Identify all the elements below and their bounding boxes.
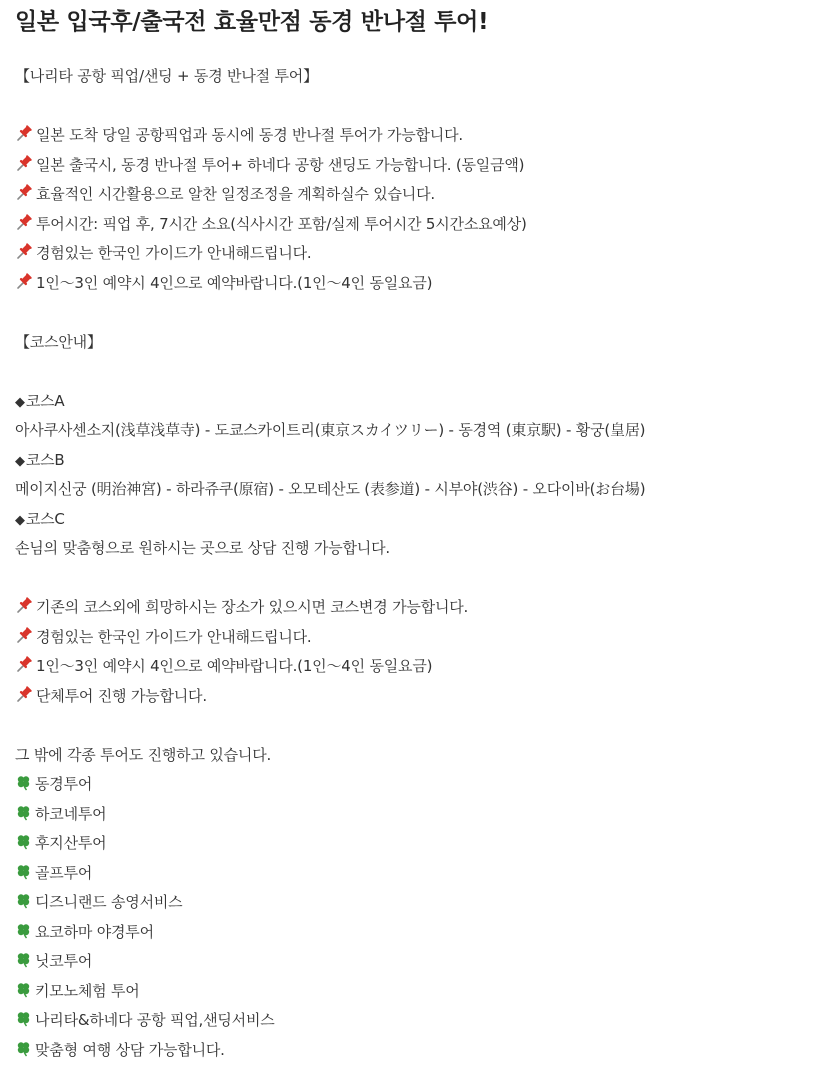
pushpin-icon: [15, 273, 32, 290]
pushpin-icon: [15, 627, 32, 644]
pickup-info-list: [15, 121, 835, 298]
course-title: ◆코스B: [15, 446, 835, 476]
diamond-icon: ◆: [15, 394, 25, 410]
pushpin-icon: [15, 243, 32, 260]
four-leaf-clover-icon: [15, 863, 32, 880]
pushpin-icon: [15, 125, 32, 142]
list-item: 경험있는 한국인 가이드가 안내해드립니다.: [15, 239, 835, 269]
list-item: 요코하마 야경투어: [15, 918, 835, 948]
list-item: 경험있는 한국인 가이드가 안내해드립니다.: [15, 623, 835, 653]
list-item: 단체투어 진행 가능합니다.: [15, 682, 835, 712]
pushpin-icon: [15, 184, 32, 201]
four-leaf-clover-icon: [15, 951, 32, 968]
list-item: 기존의 코스외에 희망하시는 장소가 있으시면 코스변경 가능합니다.: [15, 593, 835, 623]
list-item: 하코네투어: [15, 800, 835, 830]
four-leaf-clover-icon: [15, 774, 32, 791]
four-leaf-clover-icon: [15, 981, 32, 998]
four-leaf-clover-icon: [15, 892, 32, 909]
list-item: 맞춤형 여행 상담 가능합니다.: [15, 1036, 835, 1066]
course-title: ◆코스A: [15, 387, 835, 417]
section-header-course: 【코스안내】: [15, 332, 102, 351]
list-item: 닛코투어: [15, 947, 835, 977]
list-item: 일본 출국시, 동경 반나절 투어+ 하네다 공항 샌딩도 가능합니다. (동일금액): [15, 151, 835, 181]
list-item: 나리타&하네다 공항 픽업,샌딩서비스: [15, 1006, 835, 1036]
list-item: 1인～3인 예약시 4인으로 예약바랍니다.(1인～4인 동일요금): [15, 269, 835, 299]
course-route: 손님의 맞춤형으로 원하시는 곳으로 상담 진행 가능합니다.: [15, 539, 390, 557]
section-header-pickup: 【나리타 공항 픽업/샌딩 + 동경 반나절 투어】: [15, 67, 318, 85]
course-list: [15, 387, 835, 564]
four-leaf-clover-icon: [15, 1040, 32, 1057]
pushpin-icon: [15, 214, 32, 231]
list-item: 효율적인 시간활용으로 알찬 일정조정을 계획하실수 있습니다.: [15, 180, 835, 210]
diamond-icon: ◆: [15, 453, 25, 469]
course-route: 아사쿠사센소지(浅草浅草寺) - 도쿄스카이트리(東京スカイツリー) - 동경역 (東京駅) - 황궁(皇居): [15, 421, 646, 439]
list-item: 골프투어: [15, 859, 835, 889]
list-item: 일본 도착 당일 공항픽업과 동시에 동경 반나절 투어가 가능합니다.: [15, 121, 835, 151]
diamond-icon: ◆: [15, 512, 25, 528]
list-item: 투어시간: 픽업 후, 7시간 소요(식사시간 포함/실제 투어시간 5시간소요예상): [15, 210, 835, 240]
four-leaf-clover-icon: [15, 833, 32, 850]
other-tours-list: [15, 770, 835, 1065]
pushpin-icon: [15, 686, 32, 703]
list-item: 1인～3인 예약시 4인으로 예약바랍니다.(1인～4인 동일요금): [15, 652, 835, 682]
list-item: 후지산투어: [15, 829, 835, 859]
pushpin-icon: [15, 597, 32, 614]
four-leaf-clover-icon: [15, 1010, 32, 1027]
four-leaf-clover-icon: [15, 922, 32, 939]
list-item: 동경투어: [15, 770, 835, 800]
course-title: ◆코스C: [15, 505, 835, 535]
page-title: 일본 입국후/출국전 효율만점 동경 반나절 투어!: [15, 9, 489, 35]
four-leaf-clover-icon: [15, 804, 32, 821]
pushpin-icon: [15, 155, 32, 172]
pushpin-icon: [15, 656, 32, 673]
course-notes-list: [15, 593, 835, 711]
course-route: 메이지신궁 (明治神宮) - 하라쥬쿠(原宿) - 오모테산도 (表参道) - 시부야(渋谷) - 오다이바(お台場): [15, 480, 646, 498]
list-item: 디즈니랜드 송영서비스: [15, 888, 835, 918]
other-tours-intro: 그 밖에 각종 투어도 진행하고 있습니다.: [15, 745, 272, 764]
list-item: 키모노체험 투어: [15, 977, 835, 1007]
